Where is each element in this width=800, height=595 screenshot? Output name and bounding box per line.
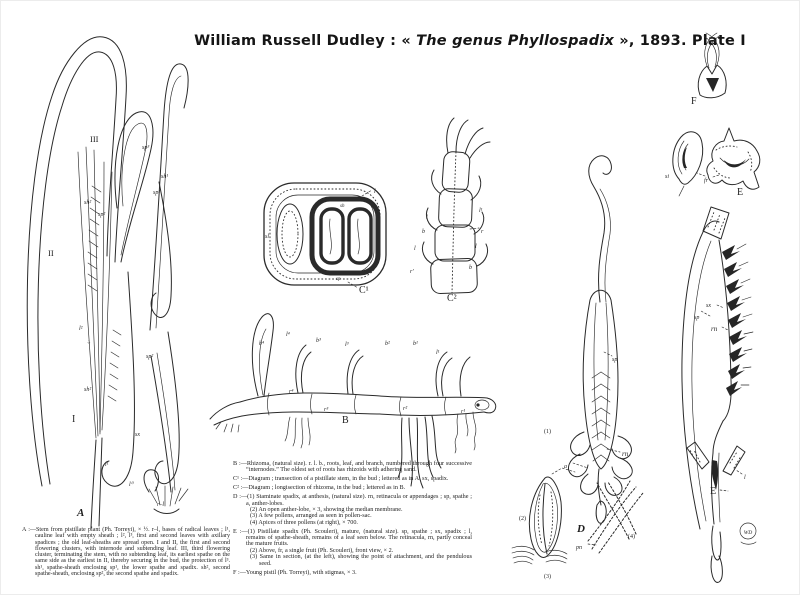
caption-a-text: A :—Stem from pistillate plant (Ph. Torreyi), × ½. r–l, bases of radical leaves ; l¹, cauline leaf with empty sheath ; l², l³, first and second leaves with axillary spadices ; the old leaf-sheaths are spread open. I and II, the first and second flowering clusters, with internode and subtending leaf. III, third flowering cluster, terminating the stem, with no subtending leaf, its earliest spathe on the same side as the earliest in II, thereby securing in the bud, the protection of l³. sh¹, spathe-sheath enclosing sp¹, the lower spathe and spadix. sh², second spathe-sheath, enclosing sp², the second spathe and spadix. [22, 527, 230, 578]
figure-c2-letter: C² [447, 293, 457, 304]
figure-c1-label-l: l [374, 189, 376, 195]
figure-a-label-l1: l¹ [105, 462, 109, 468]
figure-e-label-fr: fr [704, 178, 709, 184]
artist-monogram: WD [743, 530, 753, 536]
caption-figures-b-to-f [233, 461, 472, 579]
figure-a-label-sp2: sp² [98, 212, 106, 218]
figure-b-label-b1: b¹ [413, 341, 418, 347]
figure-a-label-sh2b: sh² [84, 387, 92, 393]
figure-e-fruits-drawing [665, 128, 760, 198]
figure-e-label-sp: sp [694, 315, 700, 321]
figure-c2-label-r: r [481, 229, 484, 235]
figure-b-label-b3: b³ [316, 338, 321, 344]
figure-d-label-3: (3) [544, 574, 551, 580]
figure-f-drawing [691, 33, 726, 107]
figure-d-label-rn: rn [622, 450, 629, 458]
figure-d-label-1: (1) [544, 429, 551, 435]
caption-e-text: E :—(1) Pistillate spadix (Ph. Scouleri), mature, (natural size). sp, spathe ; sx, spadix ; l, remains of spathe-sheath, remains of a leaf seen below. The retinacula, rn, partly conceal the mature fruits. [233, 527, 472, 548]
figure-e-label-sx: sx [706, 303, 711, 309]
figure-c1-label-sh: sh [340, 204, 345, 209]
caption-c1-text: C¹ :—Diagram ; transection of a pistillate stem, in the bud ; lettered as in A. sx, spadix. [233, 475, 449, 483]
caption-f-text: F :—Young pistil (Ph. Torreyi), with stigmas, × 3. [233, 568, 357, 576]
caption-d-sub-3: (3) A few pollens, arranged as seen in pollen-sac. [250, 512, 372, 520]
figure-c2-label-rp: r′ [410, 269, 414, 275]
figure-a-label-l2: l² [79, 326, 83, 332]
figure-a-label-i: I [72, 414, 76, 425]
figure-c1-label-sp: sp [336, 277, 341, 282]
figure-e-label-l: l [744, 475, 746, 481]
caption-d-sub-4: (4) Apices of three pollens (at right), × 700. [250, 518, 358, 526]
figure-c1-letter: C¹ [359, 285, 369, 296]
caption-b-text: B :—Rhizoma, (natural size). r. l. b., roots, leaf, and branch, numbered through four successive “internodes.” The oldest set of roots has rhizoids with adhering sand. [233, 460, 472, 474]
figure-a-label-sh2: sh² [84, 200, 92, 206]
figure-e-spadix-drawing [682, 207, 756, 582]
caption-figure-a [22, 527, 230, 577]
figure-a-label-sp2b: sp² [146, 354, 154, 360]
figure-b-label-b2: b² [385, 341, 390, 347]
title-prefix: William Russell Dudley : « [194, 33, 417, 49]
figure-c2-label-l1: l¹ [479, 208, 483, 214]
figure-b-letter: B [342, 415, 349, 426]
title-suffix: », 1893. Plate I [614, 33, 746, 49]
figure-e-letter: E [710, 486, 717, 497]
figure-c2-drawing [410, 118, 490, 304]
figure-c2-label-bb: b [469, 265, 472, 271]
figure-c2-label-lc: l [475, 244, 477, 250]
figure-b-label-r4: r⁴ [289, 389, 294, 395]
figure-d-drawing [512, 156, 643, 580]
figure-b-label-l4: l⁴ [286, 332, 290, 338]
figure-c1-drawing [264, 183, 386, 296]
figure-a-label-sp3: sp³ [142, 145, 150, 151]
figure-a-label-sp1: sp¹ [153, 190, 161, 196]
figure-b-label-l3: l³ [345, 342, 349, 348]
figure-c1-label-sl: sl [265, 234, 270, 240]
figure-b-label-l1: l¹ [436, 350, 440, 356]
figure-e-label-si: si [665, 174, 670, 180]
figure-d-label-sp: sp [612, 357, 618, 363]
figure-d-label-a: a [564, 464, 567, 470]
figure-a-label-sh1: sh¹ [161, 174, 169, 180]
figure-c2-label-la: l [426, 215, 428, 221]
figure-a-label-l0: l⁰ [129, 482, 134, 488]
caption-d-text: D :—(1) Staminate spadix, at anthesis, (natural size). rn, retinacula or appendages ; sp, spathe ; a, anther-lobes. [233, 493, 472, 507]
figure-b-label-r2: r² [403, 406, 408, 412]
figure-d-label-4: (4) [628, 534, 635, 540]
figure-d-letter: D [577, 523, 585, 535]
title-work-name: The genus Phyllospadix [416, 33, 615, 49]
figure-b-label-r3: r³ [324, 407, 329, 413]
figure-c2-label-lb: l [414, 246, 416, 252]
caption-e-sub-3: (3) Same in section, (at the left), showing the point of attachment, and the pendulous seed. [250, 553, 472, 567]
figure-a-label-ii: II [48, 248, 54, 258]
figure-a-letter: A [77, 507, 85, 519]
figure-e-fruit-letter: E [737, 187, 744, 198]
caption-d-sub-2: (2) An open anther-lobe, × 3, showing the median membrane. [250, 505, 403, 513]
figure-b-label-r1: r¹ [461, 409, 466, 415]
caption-c2-text: C² :—Diagram ; longisection of rhizoma, in the bud ; lettered as in B. [233, 484, 406, 492]
figure-b-label-b4: b⁴ [259, 341, 265, 347]
figure-f-letter: F [691, 96, 697, 107]
figure-a-label-bud: ÷ [87, 340, 91, 346]
figure-d-label-2: (2) [519, 516, 526, 522]
figure-a-label-iii: III [90, 134, 99, 144]
figure-d-label-pn: pn [576, 545, 582, 551]
figure-c2-label-b: b [422, 229, 425, 235]
figure-a-label-rl: r–l [157, 502, 165, 508]
caption-e-sub-2: (2) Above, fr, a single fruit (Ph. Scouleri), front view, × 2. [250, 546, 394, 554]
figure-e-label-rn: rn [711, 325, 718, 333]
figure-a-label-sx: sx [135, 432, 140, 438]
figure-a-drawing [27, 37, 188, 528]
